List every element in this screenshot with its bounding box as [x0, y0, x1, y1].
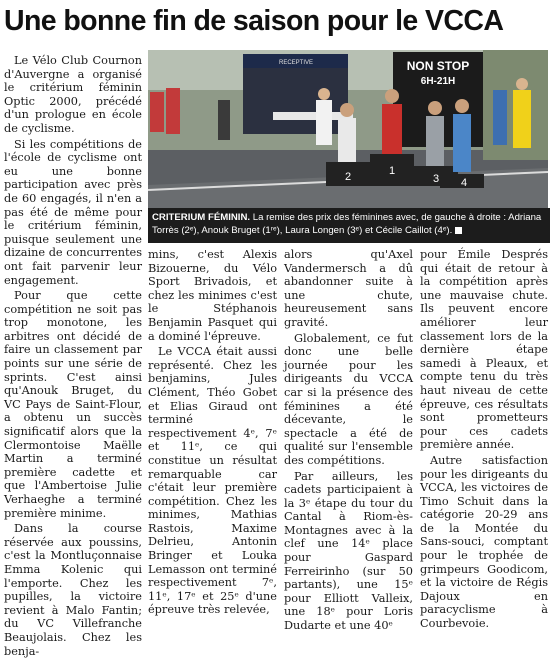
podium-number: 2	[344, 171, 352, 183]
paragraph: alors qu'Axel Vandermersch a dû abandonner suite à une chute, heureusement sans gravité.	[284, 248, 413, 329]
paragraph: Le VCCA était aussi représenté. Chez les benjamins, Jules Clément, Théo Gobet et Elias Giraud ont terminé respectivement 4ᵉ, 7ᵉ et 11ᵉ, ce qui constitue un résultat remarquable car c'était leur première compétition. Chez les minimes, Mathias Rastois, Maxime Delrieu, Antonin Bringer et Louka Lemasson ont terminé respectivement 7ᵉ, 11ᵉ, 17ᵉ et 25ᵉ d'une épreuve très relevée,	[148, 345, 277, 617]
podium-photo-illustration	[148, 50, 548, 208]
photo-sign-subtext: 6H-21H	[420, 76, 456, 87]
article-column-2	[148, 248, 277, 617]
caption-lead: CRITERIUM FÉMININ.	[152, 212, 251, 223]
article-headline: Une bonne fin de saison pour le VCCA	[4, 5, 504, 37]
article-end-mark	[455, 227, 462, 234]
paragraph: Le Vélo Club Cournon d'Auvergne a organisé le critérium féminin Optic 2000, précédé d'un prologue en école de cyclisme.	[4, 54, 142, 135]
paragraph: Autre satisfaction pour les dirigeants du VCCA, les victoires de Timo Schuit dans la catégorie 20-29 ans de la Montée du Sans-souci, comptant pour le trophée de grimpeurs Goodicom, et la victoire de Régis Dajoux en paracyclisme à Courbevoie.	[420, 453, 548, 631]
paragraph: pour Émile Després qui était de retour à la compétition après une mauvaise chute. Ils peuvent encore améliorer leur classement lors de la dernière étape samedi à Pleaux, et compte tenu du très haut niveau de cette épreuve, ces résultats sont prometteurs pour ces cadets première année.	[420, 248, 548, 452]
paragraph: mins, c'est Alexis Bizouerne, du Vélo Sport Brivadois, et chez les minimes c'est le Stéphanois Benjamin Pasquet qui a dominé l'épreuve.	[148, 248, 277, 343]
podium-number: 4	[460, 177, 468, 189]
photo-banner-text: RECEPTIVE	[278, 60, 314, 66]
paragraph: Si les compétitions de l'école de cyclisme ont eu une bonne participation avec près de 60 engagés, il n'en a pas été de même pour le critérium féminin, puisque seulement une dizaine de concurrentes ont fait parvenir leur engagement.	[4, 137, 142, 287]
paragraph: Dans la course réservée aux poussins, c'est la Montluçonnaise Emma Kolenic qui l'emporte. Chez les pupilles, la victoire revient à Malo Fantin; du VC Villefranche Beaujolais. Chez les benja-	[4, 522, 142, 658]
photo-sign-text: NON STOP	[406, 59, 470, 73]
podium-photo	[148, 50, 548, 208]
paragraph: Par ailleurs, les cadets participaient à la 3ᵉ étape du tour du Cantal à Riom-ès-Montagnes avec à la clef une 14ᵉ place pour Gaspard Ferreirinho (sur 50 partants), une 15ᵉ pour Elliott Valleix, une 18ᵉ pour Loris Dudarte et une 40ᵉ	[284, 469, 413, 633]
article-column-1	[4, 54, 142, 658]
podium-number: 1	[388, 165, 396, 177]
photo-caption	[148, 208, 550, 243]
podium-number: 3	[432, 173, 440, 185]
caption-text: La remise des prix des féminines avec, de gauche à droite : Adriana Torrès (2ᵉ), Anouk Bruget (1ʳᵉ), Laura Longen (3ᵉ) et Cécile Caillot (4ᵉ).	[152, 212, 542, 236]
article-column-3	[284, 248, 413, 633]
article-column-4	[420, 248, 548, 631]
paragraph: Globalement, ce fut donc une belle journée pour les dirigeants du VCCA car si la présence des féminines a été décevante, le spectacle a été de qualité sur l'ensemble des compétitions.	[284, 331, 413, 467]
paragraph: Pour que cette compétition ne soit pas trop monotone, les arbitres ont décidé de faire un classement par points sur une série de sprints. C'est ainsi qu'Anouk Bruget, du VC Pays de Saint-Flour, a obtenu un succès significatif alors que la Clermontoise Maëlle Martin a terminé première cadette et que l'Ambertoise Julie Verhaeghe a terminé première minime.	[4, 289, 142, 520]
